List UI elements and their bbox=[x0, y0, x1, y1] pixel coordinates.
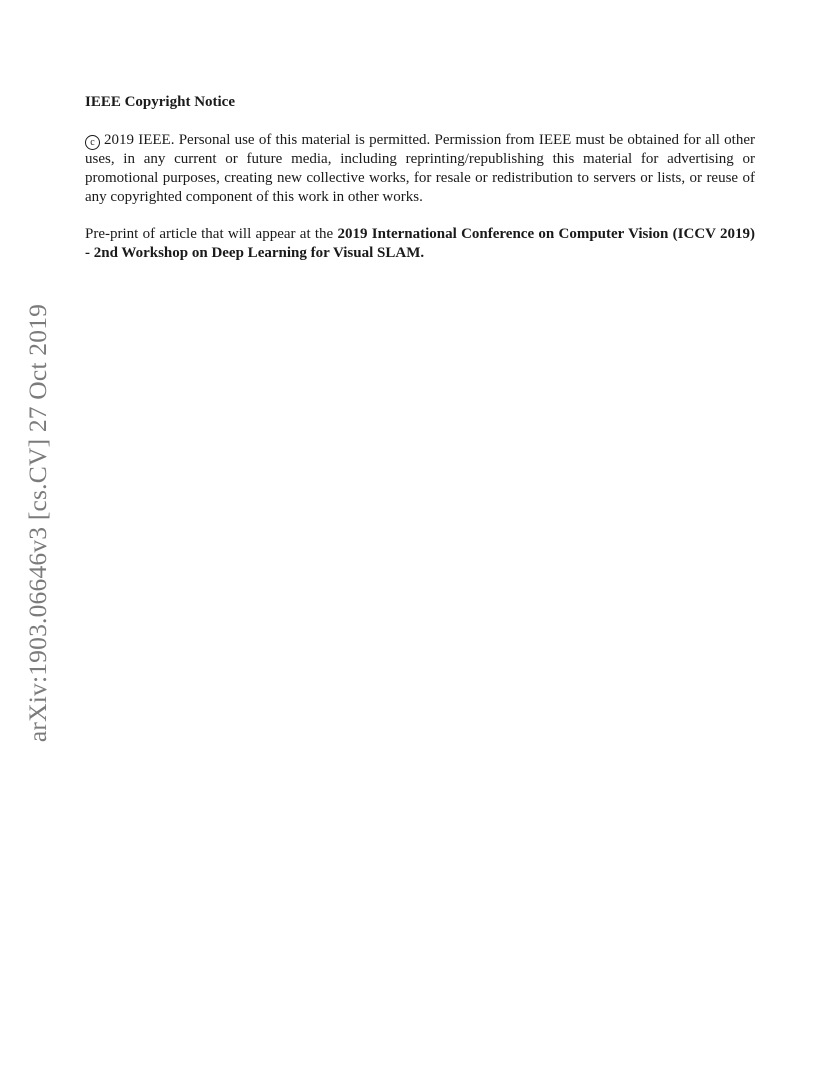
preprint-venue: 2019 International Conference on Computer Vision (ICCV 2019) - 2nd Workshop on Deep Learning for Visual SLAM. bbox=[85, 226, 755, 261]
preprint-paragraph bbox=[85, 225, 755, 263]
arxiv-identifier-sidebar bbox=[14, 288, 62, 758]
copyright-text: 2019 IEEE. Personal use of this material is permitted. Permission from IEEE must be obtained for all other uses, in any current or future media, including reprinting/republishing this material for advertising or promotional purposes, creating new collective works, for resale or redistribution to servers or lists, or reuse of any copyrighted component of this work in other works. bbox=[85, 132, 755, 205]
notice-title: IEEE Copyright Notice bbox=[85, 94, 235, 110]
preprint-prefix: Pre-print of article that will appear at the bbox=[85, 226, 338, 242]
arxiv-identifier-text: arXiv:1903.06646v3 [cs.CV] 27 Oct 2019 bbox=[23, 303, 52, 743]
copyright-paragraph bbox=[85, 131, 755, 207]
copyright-notice-section bbox=[85, 93, 755, 281]
copyright-icon: c bbox=[85, 135, 100, 150]
